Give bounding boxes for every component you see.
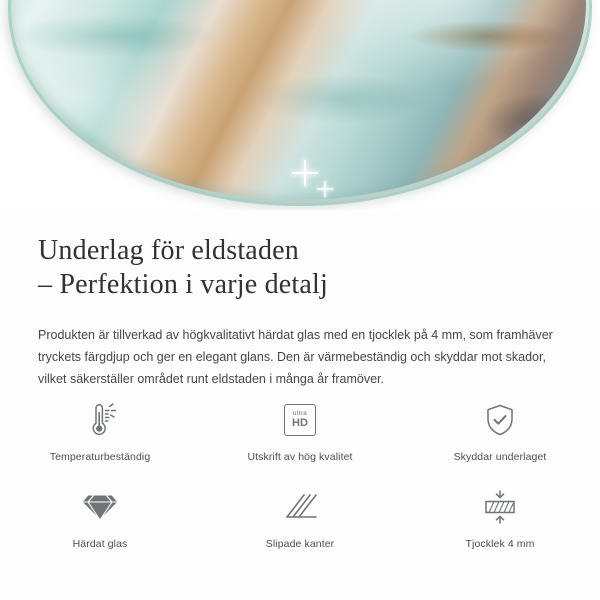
feature-polished-edges [200,485,400,550]
gloss-highlight [8,0,586,200]
feature-label: Temperaturbeständig [49,451,151,463]
headline-line-2: – Perfektion i varje detalj [38,269,328,300]
polished-edges-icon [283,485,317,529]
page-title [38,234,600,302]
ultra-hd-icon [284,398,316,442]
feature-print-quality [200,398,400,463]
headline-line-1: Underlag för eldstaden [38,235,299,266]
feature-thickness [400,485,600,550]
thickness-icon [480,485,520,529]
feature-temperature [0,398,200,463]
thermometer-icon [82,398,118,442]
hero-image [0,0,600,210]
feature-label: Härdat glas [72,538,128,550]
ultra-hd-badge-top: ultra [292,409,308,417]
feature-row-1 [0,398,600,463]
diamond-icon [81,485,119,529]
feature-surface-protection [400,398,600,463]
glass-disc-image [8,0,586,200]
feature-tempered-glass [0,485,200,550]
feature-label: Tjocklek 4 mm [465,538,535,550]
feature-label: Utskrift av hög kvalitet [247,451,353,463]
feature-grid [0,398,600,550]
text-content [0,210,600,390]
feature-row-2 [0,485,600,550]
shield-check-icon [483,398,517,442]
feature-label: Slipade kanter [265,538,335,550]
feature-label: Skyddar underlaget [453,451,547,463]
description-paragraph: Produkten är tillverkad av högkvalitativt härdat glas med en tjocklek på 4 mm, som framhäver tryckets färgdjup och ger en elegant glans. Den är värmebeständig och skyddar mot skador, vilket säkerställer området runt eldstaden i många år framöver. [38,328,553,386]
ultra-hd-badge-bottom: HD [292,417,308,430]
